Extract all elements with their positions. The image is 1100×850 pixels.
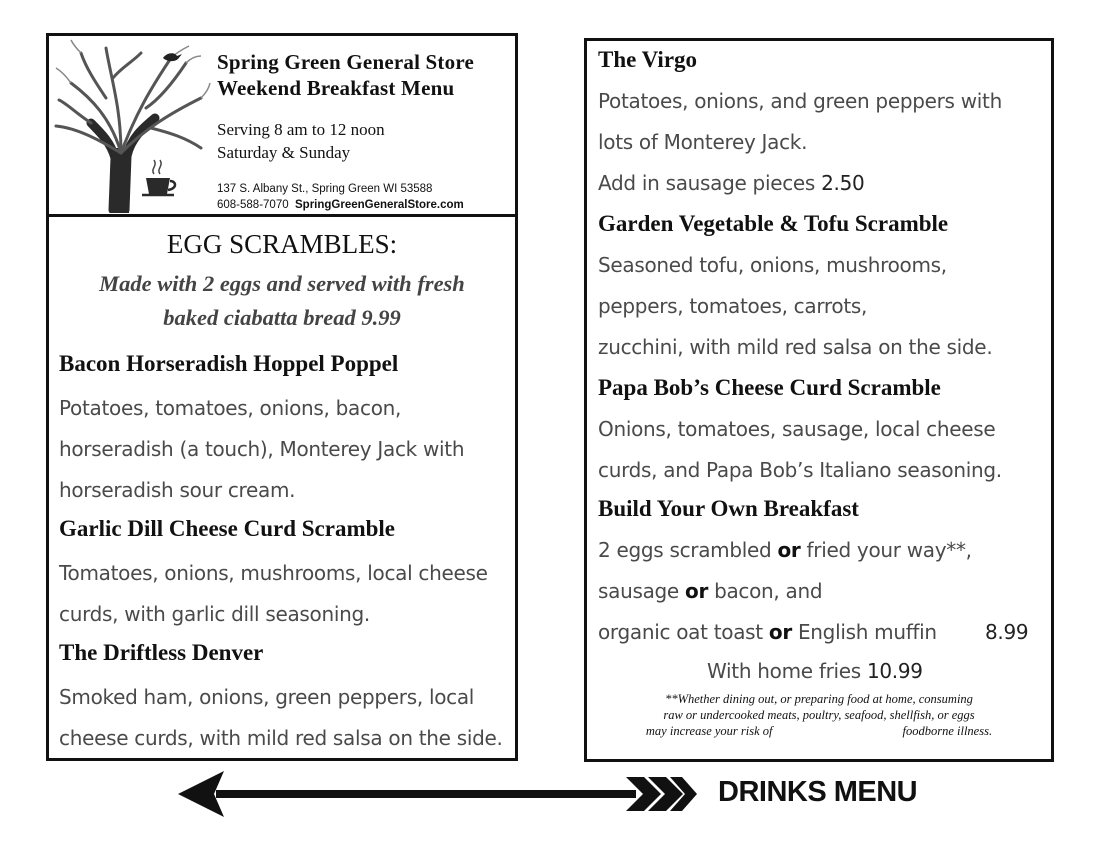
item-desc-driftless-denver	[59, 677, 503, 759]
left-arrow-icon[interactable]	[178, 765, 698, 823]
warning-line-2: raw or undercooked meats, poultry, seafood, shellfish, or eggs	[663, 708, 975, 722]
desc-line: Smoked ham, onions, green peppers, local	[59, 685, 475, 709]
serving-hours	[217, 118, 385, 164]
egg-scrambles-title: EGG SCRAMBLES:	[166, 229, 398, 259]
text: organic oat toast	[598, 620, 769, 644]
tree-logo-icon	[51, 38, 211, 213]
hours-line-2: Saturday & Sunday	[217, 143, 351, 162]
desc-line: curds, and Papa Bob’s Italiano seasoning.	[598, 458, 1002, 482]
website-link[interactable]: SpringGreenGeneralStore.com	[295, 199, 464, 211]
subtitle-line-1: Made with 2 eggs and served with fresh	[99, 271, 465, 296]
menu-name: Weekend Breakfast Menu	[217, 76, 455, 100]
store-name-block	[217, 49, 474, 101]
text: sausage	[598, 579, 685, 603]
item-desc-garden-tofu	[598, 245, 992, 368]
item-desc-papa-bob	[598, 409, 1002, 491]
item-desc-virgo	[598, 81, 1002, 204]
store-name: Spring Green General Store	[217, 50, 474, 74]
drinks-menu-link[interactable]: DRINKS MENU	[718, 776, 918, 808]
addon-price: 2.50	[821, 171, 865, 195]
food-safety-warning	[587, 691, 1051, 739]
desc-line: Onions, tomatoes, sausage, local cheese	[598, 417, 996, 441]
left-menu-panel	[46, 33, 518, 761]
desc-line: Potatoes, onions, and green peppers with	[598, 89, 1002, 113]
desc-line: peppers, tomatoes, carrots,	[598, 294, 868, 318]
home-fries-price: 10.99	[866, 659, 923, 683]
item-title-driftless-denver: The Driftless Denver	[59, 640, 264, 665]
home-fries-label: With home fries	[707, 659, 861, 683]
item-title-papa-bob: Papa Bob’s Cheese Curd Scramble	[598, 375, 941, 400]
desc-line: Seasoned tofu, onions, mushrooms,	[598, 253, 947, 277]
addon-line	[598, 163, 1002, 204]
text: bacon, and	[708, 579, 823, 603]
or-text: or	[685, 579, 709, 603]
addon-label: Add in sausage pieces	[598, 171, 816, 195]
warning-line-1: **Whether dining out, or preparing food at home, consuming	[665, 692, 973, 706]
text: fried your way**,	[800, 538, 972, 562]
or-text: or	[777, 538, 801, 562]
desc-line: zucchini, with mild red salsa on the side.	[598, 335, 993, 359]
byo-line-2	[598, 571, 972, 612]
item-title-build-your-own: Build Your Own Breakfast	[598, 496, 859, 521]
text: 2 eggs scrambled	[598, 538, 778, 562]
desc-line: lots of Monterey Jack.	[598, 130, 808, 154]
warning-line-3	[587, 723, 1051, 739]
menu-header	[49, 36, 515, 217]
desc-line: Tomatoes, onions, mushrooms, local cheese	[59, 561, 488, 585]
street-address: 137 S. Albany St., Spring Green WI 53588	[217, 183, 433, 195]
subtitle-line-2: baked ciabatta bread 9.99	[163, 305, 401, 330]
item-desc-garlic-dill	[59, 553, 488, 635]
item-title-virgo: The Virgo	[598, 47, 698, 72]
right-menu-panel	[584, 38, 1054, 762]
warning-text: may increase your risk of	[645, 724, 773, 738]
warning-text: foodborne illness.	[902, 724, 993, 738]
hours-line-1: Serving 8 am to 12 noon	[217, 120, 385, 139]
item-title-bacon-horseradish: Bacon Horseradish Hoppel Poppel	[59, 351, 399, 376]
or-text: or	[768, 620, 792, 644]
byo-price: 8.99	[985, 620, 1029, 644]
egg-scrambles-subtitle	[49, 267, 515, 335]
home-fries-line	[707, 651, 923, 692]
phone-number: 608-588-7070	[217, 199, 289, 211]
desc-line: cheese curds, with mild red salsa on the side.	[59, 726, 503, 750]
desc-line: horseradish (a touch), Monterey Jack with	[59, 437, 465, 461]
item-title-garlic-dill: Garlic Dill Cheese Curd Scramble	[59, 516, 396, 541]
item-desc-bacon-horseradish	[59, 388, 464, 511]
desc-line: Potatoes, tomatoes, onions, bacon,	[59, 396, 402, 420]
text: English muffin	[791, 620, 937, 644]
contact-info	[217, 181, 464, 213]
byo-line-1	[598, 530, 972, 571]
desc-line: curds, with garlic dill seasoning.	[59, 602, 370, 626]
byo-line-3	[598, 612, 1029, 653]
item-title-garden-tofu: Garden Vegetable & Tofu Scramble	[598, 211, 949, 236]
item-desc-build-your-own	[598, 530, 1029, 653]
desc-line: horseradish sour cream.	[59, 478, 296, 502]
